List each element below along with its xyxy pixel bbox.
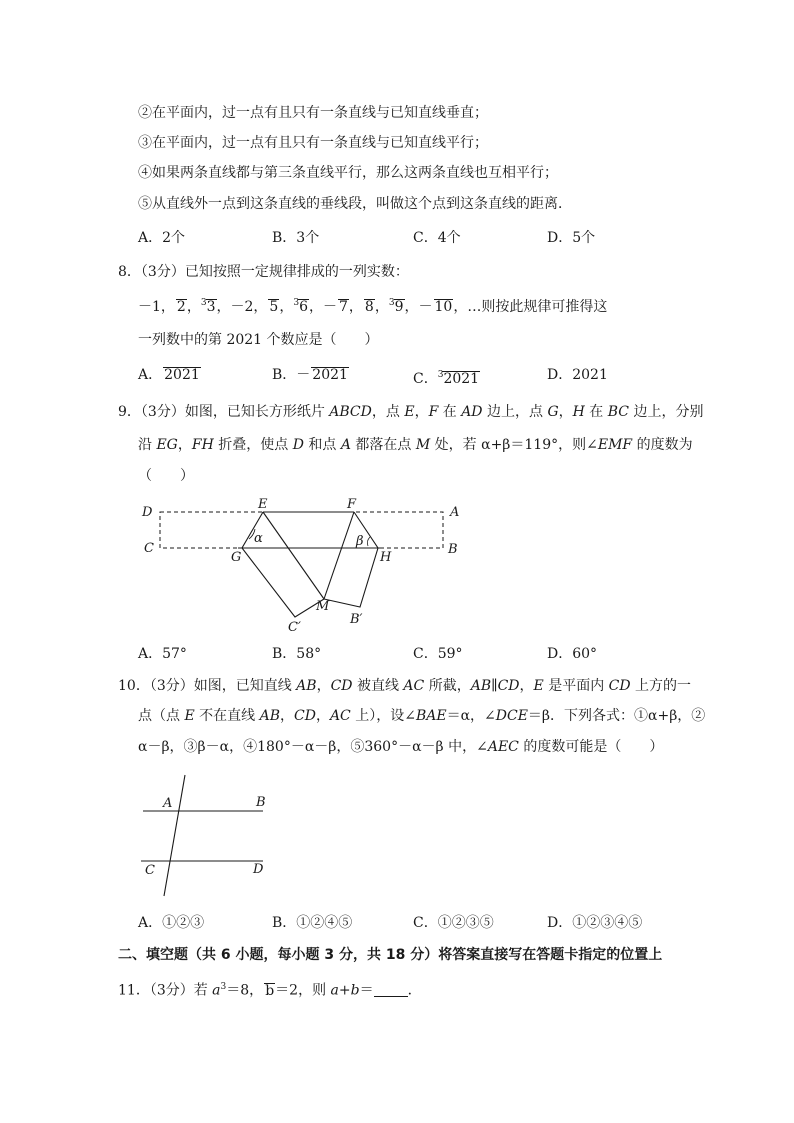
sqrt-term: 8 <box>364 299 374 315</box>
q7-option-a: A．2个 <box>138 230 186 246</box>
statement-4: ④如果两条直线都与第三条直线平行，那么这两条直线也互相平行； <box>138 165 558 181</box>
label-b: B <box>448 542 458 557</box>
label-b-prime: B′ <box>350 612 363 627</box>
label-g: G <box>231 550 242 565</box>
q10-option-d: D．①②③④⑤ <box>547 915 643 931</box>
segment-fm <box>324 512 354 599</box>
q8-option-c: C．$^3$2021 <box>413 370 480 387</box>
q7-option-d: D．5个 <box>547 230 596 246</box>
q9-option-d: D．60° <box>547 646 598 662</box>
q9-option-b: B．58° <box>272 646 322 662</box>
label-a: A <box>163 796 173 811</box>
q9-option-c: C．59° <box>413 646 463 662</box>
q8-option-d: D．2021 <box>547 367 608 383</box>
statement-3: ③在平面内，过一点有且只有一条直线与已知直线平行； <box>138 135 488 151</box>
label-h: H <box>380 550 392 565</box>
label-c-prime: C′ <box>288 620 301 635</box>
q10-parallel-lines-diagram <box>135 770 275 905</box>
q7-option-c: C．4个 <box>413 230 461 246</box>
q8-line3: 一列数中的第 2021 个数应是（ ） <box>138 332 379 348</box>
q7-option-b: B．3个 <box>272 230 320 246</box>
label-beta: β <box>356 534 364 549</box>
label-d: D <box>253 862 264 877</box>
label-e: E <box>258 497 268 512</box>
q10-option-b: B．①②④⑤ <box>272 915 353 931</box>
rectangle-abcd-dashed <box>160 512 443 548</box>
label-c: C <box>144 541 154 556</box>
cbrt-term: 9 <box>394 299 404 315</box>
q10-line3: α－β，③β－α，④180°－α－β，⑤360°－α－β 中，∠AEC 的度数可能是（ ） <box>138 739 664 755</box>
sqrt-term: 2 <box>176 299 186 315</box>
q10-option-c: C．①②③⑤ <box>413 915 494 931</box>
label-c: C <box>145 863 155 878</box>
segment-em <box>263 512 324 599</box>
statement-5: ⑤从直线外一点到这条直线的垂线段，叫做这个点到这条直线的距离． <box>138 196 572 212</box>
statement-2: ②在平面内，过一点有且只有一条直线与已知直线垂直； <box>138 105 488 121</box>
cbrt-term: 3 <box>206 299 216 315</box>
q9-fold-diagram <box>130 495 470 640</box>
label-alpha: α <box>254 531 263 546</box>
folded-part-egc-prime-m <box>242 512 324 617</box>
q9-line2: 沿 EG，FH 折叠，使点 D 和点 A 都落在点 M 处，若 α+β＝119°，则∠EMF 的度数为 <box>138 437 693 453</box>
label-m: M <box>316 599 330 614</box>
q9-line3: （ ） <box>138 468 194 484</box>
q9-option-a: A．57° <box>138 646 187 662</box>
q8-option-b: B．－ 2021 <box>272 367 348 383</box>
cbrt-term: 6 <box>299 299 308 315</box>
q10-line1: 10．（3分）如图，已知直线 AB，CD 被直线 AC 所截，AB∥CD，E 是平面内 CD 上方的一 <box>118 678 692 694</box>
section-2-heading: 二、填空题（共 6 小题，每小题 3 分，共 18 分）将答案直接写在答题卡指定的位置上 <box>118 947 663 963</box>
answer-blank[interactable] <box>374 982 408 997</box>
label-f: F <box>347 497 357 512</box>
sqrt-term: 7 <box>339 299 348 315</box>
q9-line1: 9．（3分）如图，已知长方形纸片 ABCD，点 E，F 在 AD 边上，点 G，H 在 BC 边上，分别 <box>118 404 704 420</box>
q8-option-a: A． 2021 <box>138 367 200 383</box>
label-b: B <box>256 795 266 810</box>
q10-option-a: A．①②③ <box>138 915 205 931</box>
q8-sequence: －1， 2，$^3$3，－2， 5，$^3$6，－ 7， 8，$^3$9，－ 10，…则按此规律可推得这 <box>138 298 608 315</box>
sqrt-term: 5 <box>269 299 279 315</box>
transversal-ac <box>164 775 185 896</box>
label-a: A <box>450 505 460 520</box>
q8-stem: 8．（3分）已知按照一定规律排成的一列实数： <box>118 264 409 280</box>
q11-line: 11．（3分）若 $a^3=8$， b＝2，则 a+b＝ ． <box>118 982 422 999</box>
q10-line2: 点（点 E 不在直线 AB，CD，AC 上），设∠BAE＝α，∠DCE＝β．下列各式：①α+β，② <box>138 708 706 724</box>
angle-beta-arc <box>367 537 370 546</box>
sqrt-term: 10 <box>434 299 453 315</box>
label-d: D <box>142 505 153 520</box>
folded-part-fhb-prime-m <box>324 512 378 607</box>
